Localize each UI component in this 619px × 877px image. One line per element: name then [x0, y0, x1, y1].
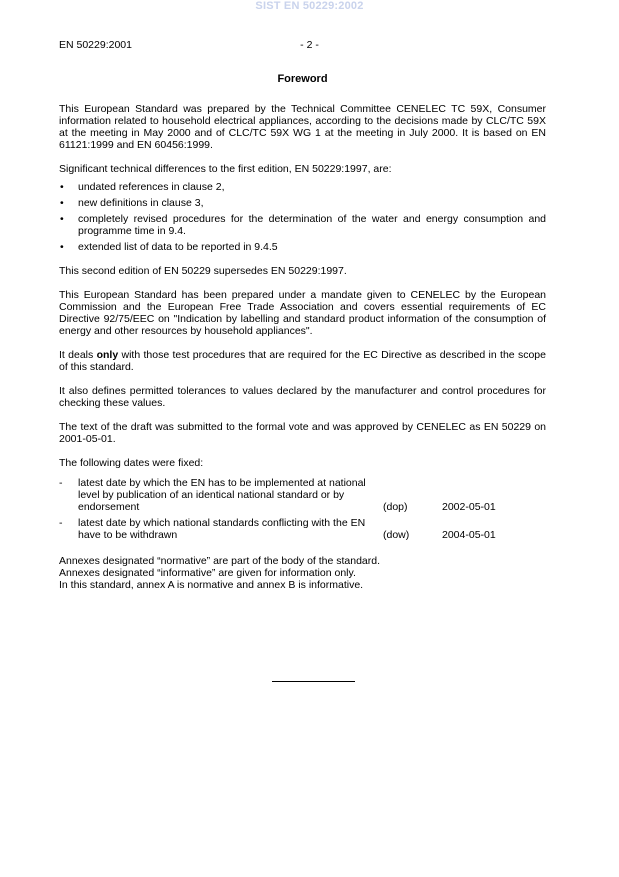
list-item: • undated references in clause 2,: [60, 181, 225, 193]
list-item: • new definitions in clause 3,: [60, 197, 204, 209]
bullet-glyph: •: [60, 197, 64, 209]
date-row-dow: [59, 517, 546, 541]
date-row-dop: [59, 477, 546, 513]
annex-note: Annexes designated “normative” are part of the body of the standard.: [59, 555, 381, 567]
document-id: EN 50229:2001: [59, 39, 132, 51]
date-abbreviation: (dop): [383, 501, 408, 513]
end-rule: [272, 681, 355, 682]
list-item: • completely revised procedures for the determination of the water and energy consumption and programme time in 9.4.: [60, 213, 546, 237]
dates-list: [59, 477, 546, 541]
watermark: SIST EN 50229:2002: [255, 0, 364, 12]
paragraph-differences-intro: Significant technical differences to the first edition, EN 50229:1997, are:: [59, 163, 392, 175]
foreword-content: [59, 72, 546, 591]
annex-note: Annexes designated “informative” are given for information only.: [59, 567, 356, 579]
paragraph-dates-intro: The following dates were fixed:: [59, 457, 204, 469]
emphasis-only: only: [96, 349, 119, 361]
date-description: latest date by which national standards conflicting with the EN have to be withdrawn: [78, 517, 366, 541]
bullet-glyph: •: [60, 213, 64, 225]
paragraph-preparation: This European Standard was prepared by the Technical Committee CENELEC TC 59X, Consumer information related to household electrical appliances, according to the decisions made by CLC/TC 59X at the meeting in May 2000 and of CLC/TC 59X WG 1 at the meeting in July 2000. It is based on EN 61121:1999 and EN 60456:1999.: [59, 103, 546, 151]
dash-glyph: -: [59, 517, 63, 529]
date-abbreviation: (dow): [383, 529, 410, 541]
date-value: 2004-05-01: [442, 529, 496, 541]
date-description: latest date by which the EN has to be implemented at national level by publication of an identical national standard or by endorsement: [78, 477, 366, 513]
paragraph-vote: The text of the draft was submitted to the formal vote and was approved by CENELEC as EN 50229 on 2001-05-01.: [59, 421, 546, 445]
date-value: 2002-05-01: [442, 501, 496, 513]
list-item: • extended list of data to be reported in 9.4.5: [60, 241, 278, 253]
bullet-glyph: •: [60, 181, 64, 193]
paragraph-tolerances: It also defines permitted tolerances to values declared by the manufacturer and control procedures for checking these values.: [59, 385, 546, 409]
page-number: - 2 -: [300, 39, 319, 51]
paragraph-scope: It deals only with those test procedures that are required for the EC Directive as described in the scope of this standard.: [59, 349, 546, 373]
paragraph-mandate: This European Standard has been prepared under a mandate given to CENELEC by the European Commission and the European Free Trade Association and covers essential requirements of EC Directive 92/75/EEC on "Indication by labelling and standard product information of the consumption of energy and other resources by household appliances".: [59, 289, 546, 337]
paragraph-supersedes: This second edition of EN 50229 supersedes EN 50229:1997.: [59, 265, 347, 277]
section-title: Foreword: [277, 73, 328, 85]
bullet-glyph: •: [60, 241, 64, 253]
annex-note: In this standard, annex A is normative and annex B is informative.: [59, 579, 364, 591]
differences-list: [59, 181, 546, 253]
dash-glyph: -: [59, 477, 63, 489]
